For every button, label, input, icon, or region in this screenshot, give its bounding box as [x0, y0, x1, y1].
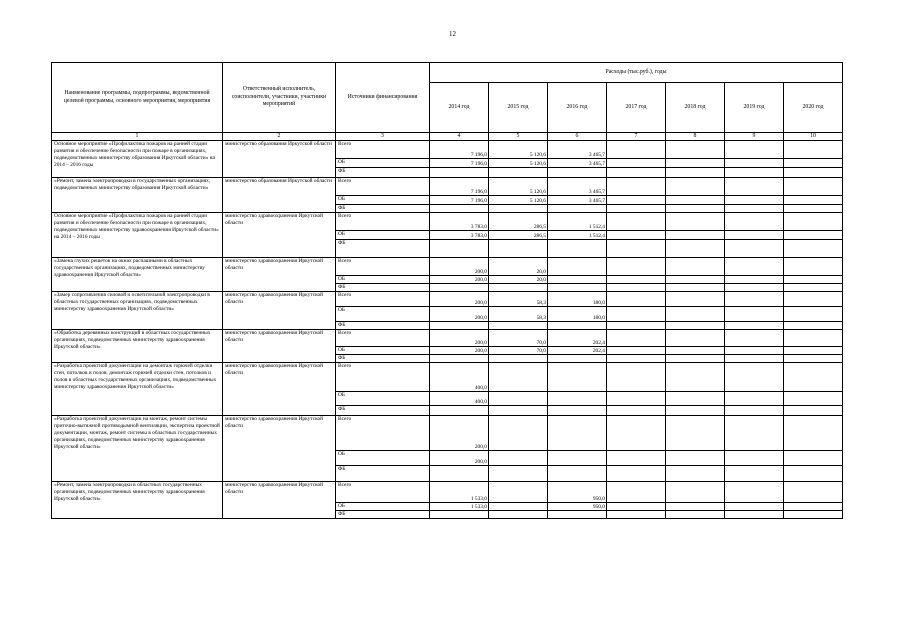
expense-value — [666, 406, 725, 416]
expense-value: 5 120,6 — [489, 159, 548, 168]
funding-source: ФБ — [336, 355, 430, 363]
expense-value — [725, 231, 784, 240]
column-number: 10 — [784, 133, 843, 141]
expense-value — [489, 168, 548, 178]
column-number: 1 — [52, 133, 223, 141]
expense-value — [784, 355, 843, 363]
expense-value — [666, 196, 725, 205]
expense-value — [784, 503, 843, 511]
expense-value: 202,4 — [548, 347, 607, 355]
funding-source: ФБ — [336, 466, 430, 482]
expense-value — [725, 213, 784, 231]
responsible-executor: министерство образования Иркутской области — [223, 141, 336, 178]
header-year: 2017 год — [607, 83, 666, 133]
expense-value — [607, 196, 666, 205]
header-year: 2018 год — [666, 83, 725, 133]
table-row — [52, 213, 843, 231]
expense-value: 200,0 — [430, 347, 489, 355]
expense-value — [784, 322, 843, 330]
expense-value — [607, 240, 666, 258]
header-row-top — [52, 63, 843, 83]
header-executor-column: Ответственный исполнитель, соисполнители, участники, участники мероприятий — [223, 63, 336, 133]
expense-value — [548, 406, 607, 416]
funding-source: ФБ — [336, 322, 430, 330]
funding-source: ОБ — [336, 392, 430, 406]
header-source-column: Источники финансирования — [336, 63, 430, 133]
expense-value — [607, 205, 666, 213]
funding-source: ОБ — [336, 307, 430, 322]
expense-value — [607, 392, 666, 406]
expense-value: 1 533,0 — [430, 503, 489, 511]
expense-value — [607, 141, 666, 159]
measure-name: «Замер сопротивления силовой и осветительной электропроводки в областных государственных организациях, подведомственных министерству здравоохранения Иркутской области» — [52, 292, 223, 330]
table-row — [52, 416, 843, 451]
expense-value: 950,0 — [548, 503, 607, 511]
expense-value — [784, 159, 843, 168]
expense-value — [666, 392, 725, 406]
expense-value — [784, 392, 843, 406]
header-name-column: Наименование программы, подпрограммы, ведомственной целевой программы, основного мероприятия, мероприятия — [52, 63, 223, 133]
expense-value — [725, 240, 784, 258]
responsible-executor: министерство здравоохранения Иркутской области — [223, 482, 336, 519]
expense-value — [725, 276, 784, 284]
expense-value — [784, 330, 843, 347]
expense-value — [666, 231, 725, 240]
expense-value — [725, 205, 784, 213]
expense-value: 20,0 — [489, 258, 548, 276]
funding-source: Всего — [336, 258, 430, 276]
measure-name: «Ремонт, замена электропроводки в государственных организациях, подведомственных министерству образования Иркутской области» — [52, 178, 223, 213]
expense-value — [548, 363, 607, 392]
expense-value — [430, 322, 489, 330]
expense-value: 5 120,6 — [489, 141, 548, 159]
header-year: 2020 год — [784, 83, 843, 133]
expense-value — [430, 355, 489, 363]
expense-value — [666, 213, 725, 231]
expense-value — [784, 466, 843, 482]
funding-source: Всего — [336, 482, 430, 503]
funding-source: Всего — [336, 292, 430, 307]
expense-value: 286,5 — [489, 213, 548, 231]
expense-value: 3 783,0 — [430, 213, 489, 231]
expense-value: 200,0 — [430, 292, 489, 307]
expense-value — [784, 347, 843, 355]
column-number: 6 — [548, 133, 607, 141]
expense-value: 400,0 — [430, 363, 489, 392]
expense-value — [489, 392, 548, 406]
expense-value — [666, 322, 725, 330]
funding-source: ОБ — [336, 276, 430, 284]
expense-value — [489, 466, 548, 482]
expense-value: 3 465,7 — [548, 141, 607, 159]
funding-source: Всего — [336, 141, 430, 159]
table-row — [52, 363, 843, 392]
expense-value — [666, 416, 725, 451]
expense-value — [666, 363, 725, 392]
expense-value — [607, 416, 666, 451]
expense-value — [607, 292, 666, 307]
expense-value: 200,0 — [430, 451, 489, 466]
expense-value — [548, 205, 607, 213]
measure-name: Основное мероприятие «Профилактика пожаров на ранней стадии развития и обеспечение безопасности при пожаре в организациях, подведомственных министерству образования Иркутской области» на 2014 – 2016 годы — [52, 141, 223, 178]
expense-value — [607, 258, 666, 276]
expense-value — [784, 258, 843, 276]
expense-value — [489, 205, 548, 213]
responsible-executor: министерство образования Иркутской области — [223, 178, 336, 213]
expense-value — [725, 196, 784, 205]
expense-value — [666, 205, 725, 213]
expense-value — [725, 406, 784, 416]
expense-value: 70,0 — [489, 330, 548, 347]
expense-value: 400,0 — [430, 392, 489, 406]
expense-value: 200,0 — [430, 416, 489, 451]
expense-value — [607, 451, 666, 466]
expense-value — [784, 307, 843, 322]
expense-value: 7 196,0 — [430, 178, 489, 196]
expense-value — [666, 258, 725, 276]
expense-value: 7 196,0 — [430, 159, 489, 168]
expense-value — [784, 205, 843, 213]
expense-value — [607, 406, 666, 416]
expense-value — [607, 231, 666, 240]
expense-value — [548, 168, 607, 178]
column-number-row — [52, 133, 843, 141]
expense-value — [784, 276, 843, 284]
expense-value — [666, 355, 725, 363]
table-row — [52, 141, 843, 159]
funding-source: Всего — [336, 416, 430, 451]
measure-name: «Замена глухих решеток на окнах распашными в областных государственных организациях, подведомственных министерству здравоохранения Иркутской области» — [52, 258, 223, 292]
expense-value — [784, 416, 843, 451]
expense-value — [725, 392, 784, 406]
expense-value — [607, 178, 666, 196]
table-row — [52, 258, 843, 276]
expense-value — [666, 240, 725, 258]
expense-value — [725, 322, 784, 330]
funding-source: ФБ — [336, 406, 430, 416]
expense-value — [548, 258, 607, 276]
measure-name: «Разработка проектной документации на монтаж, ремонт системы приточно-вытяжной противодымной вентиляции, экспертиза проектной документации, монтаж, ремонт системы в областных государственных организациях, подведомственных министерству здравоохранения Иркутской области» — [52, 416, 223, 482]
expense-value — [784, 231, 843, 240]
expense-value: 200,0 — [430, 330, 489, 347]
expense-value: 950,0 — [548, 482, 607, 503]
funding-source: Всего — [336, 330, 430, 347]
expense-value — [725, 307, 784, 322]
column-number: 7 — [607, 133, 666, 141]
expense-value: 5 120,6 — [489, 196, 548, 205]
expense-value: 3 465,7 — [548, 196, 607, 205]
expense-value — [548, 466, 607, 482]
expense-value — [607, 503, 666, 511]
responsible-executor: министерство здравоохранения Иркутской области — [223, 363, 336, 416]
expense-value — [725, 482, 784, 503]
expense-value — [666, 466, 725, 482]
expense-value: 58,3 — [489, 292, 548, 307]
expense-value: 7 196,0 — [430, 196, 489, 205]
expense-value — [607, 307, 666, 322]
expense-value: 3 465,7 — [548, 178, 607, 196]
expense-value — [725, 451, 784, 466]
expense-value: 20,0 — [489, 276, 548, 284]
expense-value — [784, 482, 843, 503]
expense-value — [607, 330, 666, 347]
expense-value — [430, 240, 489, 258]
expense-value — [666, 168, 725, 178]
expense-value — [725, 330, 784, 347]
expense-value — [548, 284, 607, 292]
expense-value: 200,0 — [430, 307, 489, 322]
expense-value — [489, 451, 548, 466]
expense-value — [489, 240, 548, 258]
expense-value: 3 783,0 — [430, 231, 489, 240]
expense-value — [725, 292, 784, 307]
expense-value — [489, 322, 548, 330]
expense-value: 1 533,0 — [430, 482, 489, 503]
table-row — [52, 178, 843, 196]
expense-value — [607, 355, 666, 363]
expense-value — [725, 416, 784, 451]
expense-value — [489, 355, 548, 363]
responsible-executor: министерство здравоохранения Иркутской области — [223, 213, 336, 258]
expense-value — [725, 159, 784, 168]
expense-value — [725, 503, 784, 511]
expense-value — [784, 511, 843, 519]
funding-source: ФБ — [336, 284, 430, 292]
expense-value — [784, 168, 843, 178]
measure-name: «Ремонт, замена электропроводки в областных государственных организациях, подведомственных министерству здравоохранения Иркутской области» — [52, 482, 223, 519]
expense-value — [489, 284, 548, 292]
expense-value — [607, 159, 666, 168]
expense-value — [548, 511, 607, 519]
funding-source: Всего — [336, 363, 430, 392]
expense-value: 1 512,4 — [548, 231, 607, 240]
expense-value — [784, 196, 843, 205]
expense-value: 180,0 — [548, 292, 607, 307]
expense-value — [548, 416, 607, 451]
expense-value — [430, 466, 489, 482]
funding-source: ФБ — [336, 168, 430, 178]
funding-source: ОБ — [336, 196, 430, 205]
table-row — [52, 330, 843, 347]
responsible-executor: министерство здравоохранения Иркутской области — [223, 416, 336, 482]
table-row — [52, 292, 843, 307]
expense-value — [725, 168, 784, 178]
expense-value — [430, 406, 489, 416]
expense-value: 200,0 — [430, 258, 489, 276]
expense-value — [666, 292, 725, 307]
funding-source: ОБ — [336, 159, 430, 168]
column-number: 5 — [489, 133, 548, 141]
expense-value — [666, 347, 725, 355]
expense-value — [666, 482, 725, 503]
expense-value: 202,4 — [548, 330, 607, 347]
expense-value — [784, 451, 843, 466]
expense-value — [666, 503, 725, 511]
funding-source: Всего — [336, 178, 430, 196]
expenses-table — [51, 62, 843, 519]
expense-value — [784, 284, 843, 292]
funding-source: ФБ — [336, 240, 430, 258]
expense-value — [607, 284, 666, 292]
header-year: 2019 год — [725, 83, 784, 133]
expense-value: 1 512,4 — [548, 213, 607, 231]
measure-name: «Разработка проектной документации на демонтаж горючей отделки стен, потолков и полов, демонтаж горючей отделки стен, потолков и полов в областных государственных организациях, подведомственных министерству здравоохранения Иркутской области» — [52, 363, 223, 416]
expense-value — [666, 307, 725, 322]
expense-value — [548, 322, 607, 330]
expense-value — [784, 363, 843, 392]
column-number: 3 — [336, 133, 430, 141]
expense-value: 5 120,6 — [489, 178, 548, 196]
funding-source: ФБ — [336, 511, 430, 519]
header-year: 2016 год — [548, 83, 607, 133]
expense-value — [430, 511, 489, 519]
expense-value: 286,5 — [489, 231, 548, 240]
responsible-executor: министерство здравоохранения Иркутской области — [223, 258, 336, 292]
measure-name: «Обработка деревянных конструкций в областных государственных организациях, подведомственных министерству здравоохранения Иркутской области» — [52, 330, 223, 363]
column-number: 2 — [223, 133, 336, 141]
funding-source: ОБ — [336, 451, 430, 466]
expense-value — [607, 347, 666, 355]
expense-value — [725, 511, 784, 519]
expense-value — [607, 363, 666, 392]
expense-value — [489, 482, 548, 503]
expense-value: 3 465,7 — [548, 159, 607, 168]
header-expenses: Расходы (тыс.руб.), годы — [430, 63, 843, 83]
expense-value — [489, 416, 548, 451]
expense-value — [607, 276, 666, 284]
column-number: 8 — [666, 133, 725, 141]
expense-value: 70,0 — [489, 347, 548, 355]
expense-value — [430, 168, 489, 178]
expense-value — [725, 347, 784, 355]
column-number: 4 — [430, 133, 489, 141]
expense-value — [666, 284, 725, 292]
expense-value — [430, 205, 489, 213]
expense-value — [666, 159, 725, 168]
expense-value — [489, 503, 548, 511]
column-number: 9 — [725, 133, 784, 141]
table-row — [52, 482, 843, 503]
measure-name: Основное мероприятие «Профилактика пожаров на ранней стадии развития и обеспечение безопасности при пожаре в организациях, подведомственных министерству здравоохранения Иркутской области» на 2014 – 2016 годы — [52, 213, 223, 258]
expense-value: 200,0 — [430, 276, 489, 284]
expense-value — [607, 168, 666, 178]
header-year: 2015 год — [489, 83, 548, 133]
expense-value — [548, 451, 607, 466]
expense-value — [725, 178, 784, 196]
responsible-executor: министерство здравоохранения Иркутской области — [223, 330, 336, 363]
expense-value — [548, 240, 607, 258]
expense-value — [784, 178, 843, 196]
expense-value — [548, 276, 607, 284]
expense-value — [725, 363, 784, 392]
expense-value — [548, 392, 607, 406]
expense-value — [607, 466, 666, 482]
expense-value: 7 196,0 — [430, 141, 489, 159]
funding-source: ОБ — [336, 231, 430, 240]
expense-value — [666, 330, 725, 347]
funding-source: ОБ — [336, 347, 430, 355]
expense-value — [666, 276, 725, 284]
page-number: 12 — [449, 30, 456, 38]
expense-value — [784, 292, 843, 307]
expense-value — [548, 355, 607, 363]
expense-value — [489, 406, 548, 416]
expense-value — [725, 355, 784, 363]
funding-source: ФБ — [336, 205, 430, 213]
expense-value — [607, 482, 666, 503]
expense-value — [607, 213, 666, 231]
expense-value — [784, 213, 843, 231]
expense-value — [725, 466, 784, 482]
expense-value — [784, 406, 843, 416]
expense-value — [607, 322, 666, 330]
expense-value — [725, 284, 784, 292]
expense-value — [666, 141, 725, 159]
expense-value — [784, 240, 843, 258]
expense-value: 58,3 — [489, 307, 548, 322]
funding-source: ОБ — [336, 503, 430, 511]
responsible-executor: министерство здравоохранения Иркутской области — [223, 292, 336, 330]
expense-value — [489, 511, 548, 519]
header-year: 2014 год — [430, 83, 489, 133]
expense-value — [607, 511, 666, 519]
expense-value — [430, 284, 489, 292]
funding-source: Всего — [336, 213, 430, 231]
expense-value — [666, 511, 725, 519]
expense-value: 180,0 — [548, 307, 607, 322]
expense-value — [666, 451, 725, 466]
expense-value — [489, 363, 548, 392]
expense-value — [784, 141, 843, 159]
expense-value — [725, 258, 784, 276]
expense-value — [666, 178, 725, 196]
expense-value — [725, 141, 784, 159]
